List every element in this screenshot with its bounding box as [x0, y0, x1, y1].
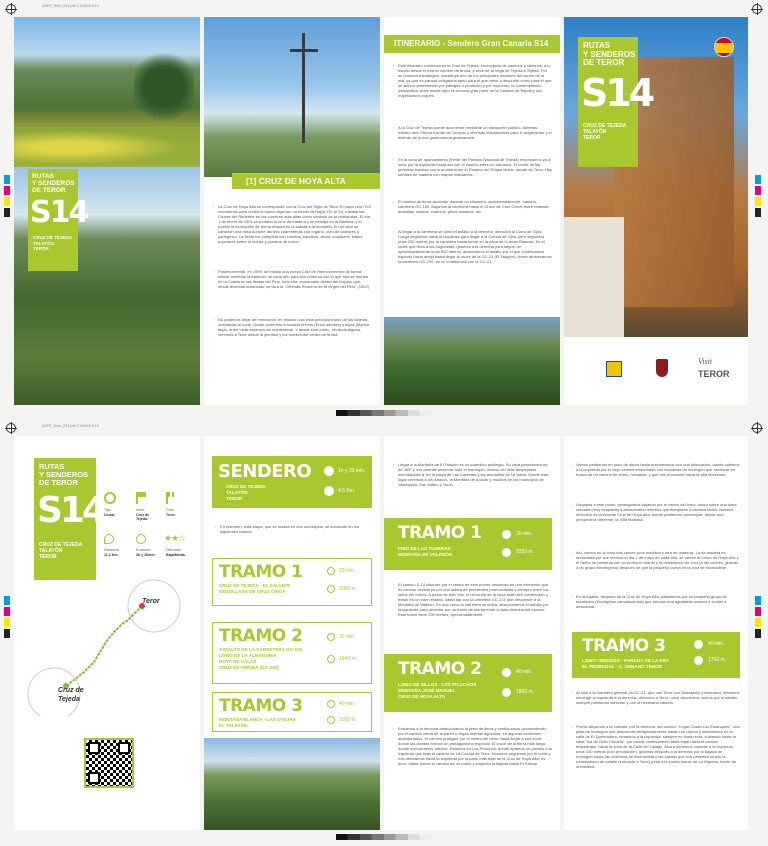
cover-brand-box	[578, 37, 653, 167]
section-paragraph: › Posteriormente, en 1999, se instala una nueva Cruz de Hierro/cemento de forma similar mientras la tradición de cada año para sus romeros con el que aún se reúnen en la Cuarta en las fiestas del Pino, todo ello, enmarcado dentro del impuso que, desde diversas instancias, se da a la "Ofrenda-Romería de la Virgen del Pino" (1902).	[218, 269, 372, 289]
tramo-card	[212, 692, 372, 732]
clock-icon	[324, 466, 334, 476]
difficulty-stars-icon: ★★☆	[164, 533, 186, 543]
panel-cover	[564, 17, 748, 405]
distance-icon	[327, 716, 335, 724]
cover-title-line1: RUTAS	[583, 41, 610, 50]
tramo-desc: CRUZ DE TEJEDA - EL SALVIAR	[219, 583, 290, 588]
middle-intro: › Llegar a la Montaña de El Talayón es un auténtico privilegio. Su vista panorámica es de 360º y nos permite observar todo el municipio, incluso ver días despejados asomándose a ver la playa de Las Canteras y las montañas de La Isleta. Desde este lugar veremos a los Ábacos, la Montaña de Arucas y muchos de los municipios de Valsequillo, San Mateo y Teror.	[398, 462, 552, 487]
itinerary-heading-bar	[384, 35, 560, 53]
tramo-desc: LOMO VERDOSO - PARADA DE LA ERA	[582, 658, 670, 663]
file-label-top: AAPP_Teror_S14.pdf 1 10/6/16 9:15	[42, 4, 99, 8]
sendero-place: TALAYÓN	[226, 490, 248, 495]
route-map	[14, 576, 200, 716]
brand-title-line2: Y SENDEROS	[32, 180, 75, 187]
cover-place: TALAYÓN	[583, 129, 607, 135]
info-label: Inicio	[136, 508, 145, 512]
sendero-place: TEROR	[226, 496, 243, 501]
tramo-desc: EL TALAYÓN	[219, 723, 248, 728]
middle-paragraph: › Entramos a la derecha abandonando la pista de tierra y continuamos descendiendo por el camino cerca de la pared y viejas huertas agrícolas, en algunas ocasiones abandonados. El camino prosigue por el centro del cerro hasta llegar a una zona donde las plantas forman un protagonismo especial. El cruce de la tierra más larga, donde encontramos árboles. Estamos en Los Picachos, donde aparece un camino a la izquierda que baja al caserío de La Cuesta de Teror. Nosotros seguimos por el norte y nos desviamos hacia la izquierda por la parte más baja de la Cruz de Hoya Alta, es decir, hasta donde el camino da un rodeo y empieza la bajada hasta El Palmar.	[398, 726, 552, 766]
info-value: Cruz de Tejeda.	[136, 513, 150, 521]
panel-route-info	[14, 436, 200, 830]
info-label: Duración	[136, 548, 151, 552]
panel-cover-back	[14, 17, 200, 405]
itinerary-bullet: › El camino de tierra asciende durante un kilómetro, aproximadamente, hasta la carretera GC-150. Bajamos la carretera hasta el Cruce de Cruz Chica, entre retamas amarillas, salvias, codesos, pinos canarios, etc.	[398, 199, 552, 214]
color-swatch	[755, 197, 761, 206]
gray-scale-bar	[336, 834, 432, 840]
info-place: TEROR	[39, 554, 57, 560]
tramo-desc: MONTAÑA JOSÉ MANUEL	[398, 688, 456, 693]
cross-photo	[204, 17, 380, 177]
tramo-time: 30 min.	[339, 634, 356, 640]
clock-icon	[327, 633, 335, 641]
info-place: CRUZ DE TEJEDA	[39, 542, 83, 548]
tramo-card-highlight	[384, 654, 552, 712]
color-swatch	[4, 175, 10, 184]
panel-tramos-middle	[384, 436, 560, 830]
tramo-distance: 2250 m.	[516, 549, 535, 555]
tramo-desc: LOMO DE SILLOS - LOS PICACHOS	[398, 682, 477, 687]
sendero-place: CRUZ DE TEJEDA	[226, 484, 266, 489]
tramo-desc: ASFALTO DE LA CARRETERA GC-150	[219, 647, 303, 652]
visit-city: TEROR	[698, 369, 730, 379]
info-title-line3: DE TEROR	[39, 478, 78, 487]
cover-route-code: S14	[581, 71, 653, 115]
tramo-title: TRAMO 2	[398, 659, 482, 679]
clock-icon	[502, 530, 511, 539]
map-end-label: Teror	[142, 598, 160, 605]
distance-icon	[694, 656, 703, 665]
brand-logo-box	[28, 169, 88, 271]
distance-icon	[502, 548, 511, 557]
info-label: Dificultad	[166, 548, 181, 552]
info-value: 3h y 30min.	[136, 553, 156, 557]
right-paragraph: › Llegados a este punto, proseguimos bajando por el centro del lomo, ahora sobre una loma cercada (muy templada) y abundantes helechos que flanquean a cambos lados. Nuestra dirección es la enorme Cruz de Hoya Alta, donde podremos contemplar, desde una perspectiva diferente, la Villa Mariana.	[576, 502, 740, 522]
color-swatch	[755, 596, 761, 605]
end-circle	[128, 580, 180, 632]
color-swatch	[755, 186, 761, 195]
color-swatch	[755, 175, 761, 184]
tramo-distance: 1800 m.	[516, 689, 535, 695]
distance-icon	[104, 534, 114, 544]
distance-icon	[327, 585, 335, 593]
info-value: Lineal.	[104, 513, 116, 517]
section-paragraph: › La Cruz de Hoya Alta se corresponde con la Cruz del Siglo de Teror. El papa León XIII recomendó para recibir el nuevo siglo tan un triunfo del siglo XIX al XX, instalar las Cruces del Redentor en las cumbres más altas como símbolo de la cristiandad. El día 1 de enero de 1901 se portaba la cruz de madera y se bendijo en la Basílica, y el pueblo la acompañó de forma masiva en la subida a la montaña. En un acto se cantaron una misa durante las tres cuarentenas con órgano, coro de cantores y panegírico. La fiesta fue completa con cohetes, bandeos, arcos, voladores, bailes populares sobre la huerta y puestos de turrón.	[218, 204, 372, 244]
info-label: Tipo	[104, 508, 111, 512]
clock-icon	[327, 700, 335, 708]
brand-place: CRUZ DE TEJEDA	[33, 235, 73, 240]
file-label-bottom: AAPP_Teror_S14.pdf 2 10/6/16 9:15	[42, 424, 99, 428]
map-start-label: Cruz de Tejeda	[58, 687, 84, 703]
tramo-distance: 2000 m.	[339, 717, 358, 723]
color-swatch	[4, 186, 10, 195]
sendero-card	[212, 456, 372, 508]
itinerary-bullet: › Este itinerario comienza en la Cruz de Tejeda, encrucijada de caminos y caminos, a lo escrito desde el mismo cumbre de la isla, y sirve de la Vega de Tejeda a Tejeda. Por su posición estratégica, constituye uno de los principales enclaves del centro de la isla, ya que es parada obligatoria tanto para el que viene a descubrir como para el que se acercó (entretenido por paisajes o producto) y por supuesto, la contemplación paisajística, pues desde aquí se domina gran parte de la Caldera de Tejeda y sus majestuosos roques.	[398, 63, 552, 98]
color-swatch	[4, 607, 10, 616]
distance-icon	[502, 688, 511, 697]
itinerary-heading: ITINERARIO - Sendero Gran Canaria S14	[394, 39, 549, 48]
color-swatch	[4, 618, 10, 627]
tramo-desc: CRUZ DE HOYA ALTA	[398, 694, 446, 699]
right-paragraph: › En la bajada, después de la Cruz de Hoya Alta, pasaremos por un pequeño grupo de eucaliptos (Eucalyptus camaldulensis) que brindan una agradable sombra e invitan a descansar.	[576, 594, 740, 609]
color-swatch	[755, 618, 761, 627]
distance-icon	[327, 655, 335, 663]
tramo-card-highlight	[572, 632, 740, 678]
panel-itinerary	[384, 17, 560, 405]
tramo-distance: 1840 m.	[339, 656, 358, 662]
middle-paragraph: › El camino S-14 discurre por el centro de este primer descenso en una extensión que es camino vecinal ya por una ladera de pendientes pronunciadas y siempre entre los lados del cultivo. A pesar de todo ello, el recorrido de la zona está bien conservado y existe en un buen estado, hasta dar con la carretera GC-214 que desciende a la Montaña de Valerón. En una curva la carretera se dobla, abandonamos el asfalto por la izquierda para penetrar por un tramo de hierba entre la lado derecha del camino. Este tramo tiene 200 metros, aproximadamente.	[398, 582, 552, 617]
tramo-title: TRAMO 3	[219, 696, 303, 716]
cover-place: CRUZ DE TEJEDA	[583, 123, 627, 129]
tramo-desc: MONTAÑA DE VALERÓN	[398, 552, 453, 557]
info-place: TALAYÓN	[39, 548, 63, 554]
right-paragraph: › Pronto alejamos a la entrada, por la derecha, del camino "Lugar Casita Los Estanques", una pista de hormigón que desciende vertiginosamente hasta Los Llanos y desemboca en la calle de El Quebradero, tomamos a la izquierda, siempre en línea recta, subiendo hasta la casa "Isa de Grán Canaria", por donde continuamos hasta bajar hacia el camino empedrado, hacia la zona de la Calle del Obispo. Ahora debemos caminar a la izquierda unos 100 metros (con precaución), giramos después a la derecha por la bajada de hormigón hasta las viviendas de Buenavista y las casitas que nos permiten cruzar la urbanización de asfalto (entrando a Teror) junto a la bonita fuente de La Higuera, frente de la basílica.	[576, 724, 740, 769]
clock-icon	[327, 567, 335, 575]
valley-photo	[204, 738, 380, 830]
ayuntamiento-crest-icon	[656, 359, 668, 377]
canarias-logo-icon	[606, 361, 622, 377]
crop-mark-icon	[752, 423, 762, 433]
clock-icon	[136, 534, 146, 544]
info-route-code: S14	[37, 490, 105, 531]
color-swatch	[4, 197, 10, 206]
tramo-title: TRAMO 2	[219, 626, 303, 646]
tramo-desc: DEGOLLADA DE CRUZ CHICA	[219, 589, 286, 594]
section-heading-bar	[232, 173, 380, 189]
tramo-desc: EL PEDREGAL - C. URBANO TEROR	[582, 664, 662, 669]
tramo-distance: 1000 m.	[339, 586, 358, 592]
spain-flag-icon[interactable]	[714, 37, 734, 57]
landscape-photo	[14, 17, 200, 167]
tramo-time: 40 min.	[708, 641, 725, 647]
panel-section-1	[204, 17, 380, 405]
distance-icon	[324, 486, 334, 496]
intro-text: › En resumen, esta etapa, que se realiza en dos municipios, se subdivide en los siguientes tramos:	[220, 524, 368, 534]
tramo-desc: CRUZ DE ARRIBA (GC-230)	[219, 665, 279, 670]
brand-place: TALAYÓN	[33, 240, 55, 246]
color-swatch	[755, 629, 761, 638]
color-swatch	[4, 208, 10, 217]
tramo-card-highlight	[384, 518, 552, 570]
sendero-time: 1h y 30 min.	[338, 468, 366, 474]
color-swatch	[4, 596, 10, 605]
tramo-card	[212, 558, 372, 606]
cover-title-line2: Y SENDEROS	[583, 49, 636, 59]
brand-title-line1: RUTAS	[32, 173, 54, 180]
color-swatch	[4, 629, 10, 638]
color-swatch	[755, 208, 761, 217]
cover-title-line3: DE TEROR	[583, 58, 625, 67]
qr-code[interactable]	[84, 738, 134, 788]
section-paragraph: › No podemos dejar de mencionar, en relación con esta preciosa tramo de las laderas orientadas al norte, donde podemos encontrar brezos (Erica arborea) y fayas (Myrica faya), entre otras especies de monteverde. Y desde este punto, sin duda alguna, veremos a Teror desde la plenitud y los montes del centro de la isla.	[218, 317, 372, 337]
clock-icon	[694, 640, 703, 649]
clock-icon	[502, 668, 511, 677]
tramo-desc: LOMO DE LA ALMADORIA	[219, 653, 277, 658]
cover-place: TEROR	[583, 135, 601, 141]
panel-tramos-right	[564, 436, 748, 830]
brand-place: TEROR	[33, 246, 49, 251]
info-value: 11,2 Km.	[104, 553, 119, 557]
forest-photo	[384, 317, 560, 405]
tramo-desc: MONTAÑA BLANCA - LAS OVEJAS	[219, 717, 296, 722]
sendero-title: SENDERO	[218, 461, 312, 482]
route-type-icon	[104, 492, 116, 504]
itinerary-bullet: › A la Cruz de Tejeda puede accederse mediante un transporte público. Además, existen una Oficina Insular de Turismo y diversas instalaciones para el alojamiento y el disfrute de la rica gastronomía grancanaria.	[398, 125, 552, 140]
info-label: Final	[166, 508, 174, 512]
crop-mark-icon	[6, 423, 16, 433]
right-paragraph: › Vamos perdiendo en poco de altura hasta encontrarnos con una bifurcación, donde subimos a la izquierda por el viejo camino empedrado con escaleras de hormigón que asciende en busca de un camino de vides - vesados- y que nos encamina hacia la villa terorense.	[576, 462, 740, 477]
tramo-time: 40 min.	[339, 701, 356, 707]
crop-mark-icon	[752, 4, 762, 14]
route-code: S14	[30, 195, 88, 230]
tramo-title: TRAMO 1	[398, 523, 482, 543]
tramo-time: 40 min.	[516, 669, 533, 675]
tramo-title: TRAMO 1	[219, 562, 303, 582]
sendero-distance: 4,6 Km.	[338, 488, 356, 494]
itinerary-bullet: › En la zona de aparcamiento (frente del Parador Nacional de Tejeda) empezamos ya a subir por la izquierda hasta dar con el camino entre un barranco. El borde de las primeras cuestas con una vista entre el Parador del Roque Nublo, detrás de Teror. Hay señales de madera con mapas indicativos.	[398, 157, 552, 177]
tramo-desc: PISO DE LAS TUNERAS	[398, 546, 451, 551]
info-value: Baja/Media.	[166, 553, 186, 557]
right-paragraph: › Al salir a la carretera general (la GC-21, que une Teror con Valsequillo y Artenara), debemos sumergir la izquierda a la derecha -dirección a Teror- unos descientos metros por el asfalto, siempre prestando atención y con la necesaria cautela.	[576, 690, 740, 705]
gray-scale-bar	[336, 410, 432, 416]
panel-tramos-summary	[204, 436, 380, 830]
crop-mark-icon	[6, 4, 16, 14]
visit-label: Visit	[698, 357, 713, 366]
info-title-line1: RUTAS	[39, 462, 65, 471]
right-paragraph: › Así, vemos en la cima dos cruces (una metálica y otra de madera). La de madera es anunciada por sus vecinos el día 1 de mayo de cada año, se ofrece al Cristo de Hoya Alta y el Señor se presenta con su profundo manto y la celebración de cruz (a las noches, gracias a un grupo electrógeno) después de que la pequeña cueva en la cruz se encendiese.	[576, 550, 740, 570]
brand-title-line3: DE TEROR	[32, 187, 66, 194]
tramo-time: 20 min.	[339, 568, 356, 574]
section-heading: [1] CRUZ DE HOYA ALTA	[246, 176, 346, 186]
itinerary-bullet: › Al llegar a la carretera se toma el asfalto a la derecha, dirección al Llano de Ojos. Luego seguimos hacia la izquierda para llegar a la Cuesta de Ojos, pero seguimos unos 200 metros por la carretera hasta tomar en la zona de Cuevas Blancas. En el cruce que lleva a las Lagunetas, giramos a la derecha para seguir, en aproximadamente unos 800 metros, alcanzamos el asfalto por el que continuamos bajando hacia abajo hasta llegar al cruce de la GC-21 (El Talayón). Antes atravesamos la carretera GC-230, en su confluencia con la GC-21.	[398, 229, 552, 264]
tramo-title: TRAMO 3	[582, 636, 666, 656]
tramo-card	[212, 622, 372, 684]
tramo-desc: HOYA DE CALAZ	[219, 659, 257, 664]
info-label: Distancia	[104, 548, 119, 552]
tramo-distance: 1750 m.	[708, 657, 727, 663]
info-value: Teror.	[166, 513, 176, 517]
info-brand-box	[34, 458, 105, 580]
color-swatch	[755, 607, 761, 616]
tramo-time: 30 min.	[516, 531, 533, 537]
info-title-line2: Y SENDEROS	[39, 470, 89, 479]
